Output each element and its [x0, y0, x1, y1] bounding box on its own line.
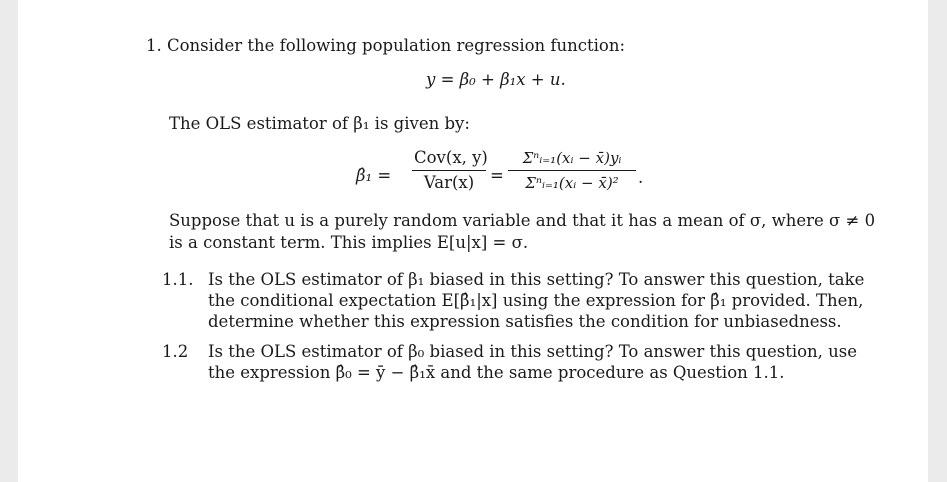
ols-intro: The OLS estimator of β₁ is given by:	[169, 114, 470, 133]
question-1-2-line-1: Is the OLS estimator of β₀ biased in this setting? To answer this question, use	[208, 342, 858, 361]
assumption-line-1: Suppose that u is a purely random variable and that it has a mean of σ, where σ ≠ 0	[169, 211, 876, 230]
question-1-1-label: 1.1.	[162, 270, 194, 289]
prf-equation: y = β₀ + β₁x + u.	[426, 70, 566, 89]
question-1-1-line-1: Is the OLS estimator of β₁ biased in this setting? To answer this question, take	[208, 270, 865, 289]
question-1-2-label: 1.2	[162, 342, 189, 361]
second-equals: =	[490, 166, 504, 185]
question-1-1-line-2: the conditional expectation E[β̂₁|x] using the expression for β̂₁ provided. Then,	[208, 291, 864, 310]
problem-intro: Consider the following population regression function:	[167, 36, 626, 55]
estimator-lhs: β̂₁ =	[356, 166, 392, 185]
formula-end-period: .	[638, 168, 644, 187]
problem-number: 1.	[146, 36, 162, 55]
problem-heading	[146, 36, 625, 56]
sum-numerator: Σⁿᵢ₌₁(xᵢ − x̄)yᵢ	[508, 148, 636, 171]
question-1-1-line-3: determine whether this expression satisfies the condition for unbiasedness.	[208, 312, 842, 331]
var-denominator: Var(x)	[423, 173, 475, 192]
assumption-line-2: is a constant term. This implies E[u|x] = σ.	[169, 233, 529, 252]
sum-denominator: Σⁿᵢ₌₁(xᵢ − x̄)²	[525, 174, 619, 192]
document-page	[18, 0, 928, 482]
sum-fraction	[508, 148, 636, 193]
cov-var-fraction	[412, 148, 486, 193]
question-1-2-line-2: the expression β̂₀ = ȳ − β̂₁x̄ and the same procedure as Question 1.1.	[208, 363, 785, 382]
cov-numerator: Cov(x, y)	[412, 148, 486, 171]
